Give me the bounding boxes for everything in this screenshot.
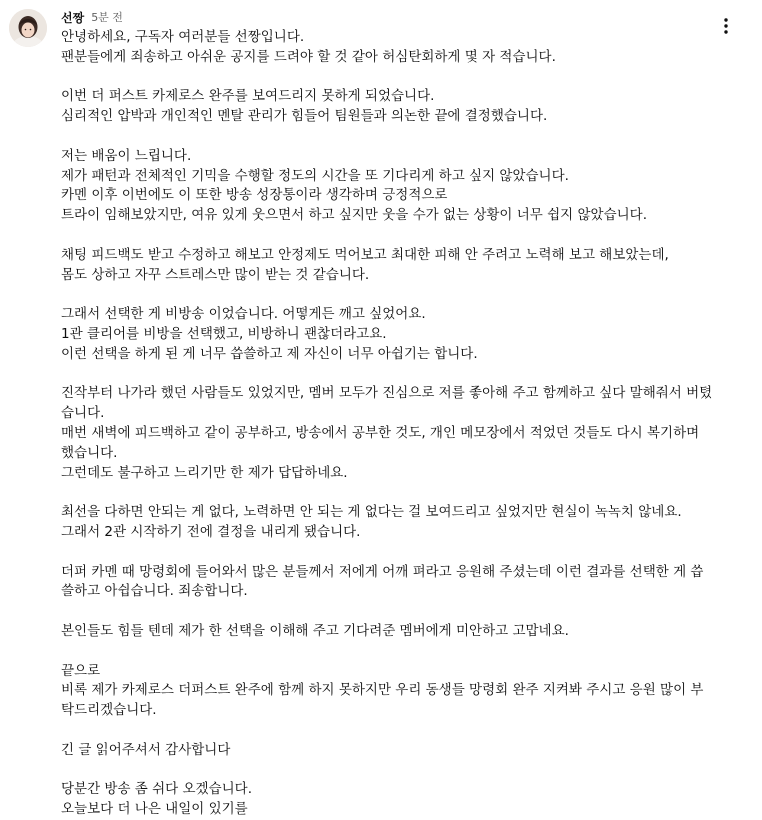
- text-line: 팬분들에게 죄송하고 아쉬운 공지를 드려야 할 것 같아 허심탄회하게 몇 자 적습니다.: [61, 48, 556, 65]
- text-line: 그래서 선택한 게 비방송 이었습니다. 어떻게든 깨고 싶었어요.: [61, 306, 426, 323]
- paragraph-gap: [61, 68, 711, 88]
- more-vert-icon: [724, 18, 728, 34]
- post-time[interactable]: 5분 전: [91, 11, 123, 24]
- text-line: 끝으로: [61, 662, 101, 679]
- text-line: 더퍼 카멘 때 망령회에 들어와서 많은 분들께서 저에게 어깨 펴라고 응원해 주셨는데 이런 결과를 선택한 게 씁: [61, 563, 704, 580]
- paragraph-gap: [61, 127, 711, 147]
- paragraph-gap: [61, 543, 711, 563]
- paragraph-gap: [61, 721, 711, 741]
- text-line: 제가 패턴과 전체적인 기믹을 수행할 정도의 시간을 또 기다리게 하고 싶지 않았습니다.: [61, 167, 569, 184]
- text-line: 쓸하고 아쉽습니다. 죄송합니다.: [61, 583, 248, 600]
- paragraph-gap: [61, 602, 711, 622]
- text-line: 본인들도 힘들 텐데 제가 한 선택을 이해해 주고 기다려준 멤버에게 미안하고 고맙네요.: [61, 622, 569, 639]
- paragraph-gap: [61, 642, 711, 662]
- text-line: 채팅 피드백도 받고 수정하고 해보고 안정제도 먹어보고 최대한 피해 안 주려고 노력해 보고 해보았는데,: [61, 246, 669, 263]
- text-line: 저는 배움이 느립니다.: [61, 147, 192, 164]
- author-name[interactable]: 선짱: [61, 10, 85, 25]
- text-line: 했습니다.: [61, 444, 118, 461]
- comment-text: [61, 28, 711, 820]
- text-line: 습니다.: [61, 405, 105, 422]
- text-line: 그래서 2관 시작하기 전에 결정을 내리게 됐습니다.: [61, 523, 361, 540]
- text-line: 당분간 방송 좀 쉬다 오겠습니다.: [61, 781, 252, 798]
- text-line: 1관 클리어를 비방을 선택했고, 비방하니 괜찮더라고요.: [61, 325, 387, 342]
- text-line: 긴 글 읽어주셔서 감사합니다: [61, 741, 231, 758]
- paragraph-gap: [61, 285, 711, 305]
- paragraph-gap: [61, 365, 711, 385]
- text-line: 심리적인 압박과 개인적인 멘탈 관리가 힘들어 팀원들과 의논한 끝에 결정했습니다.: [61, 108, 548, 125]
- paragraph-gap: [61, 226, 711, 246]
- text-line: 오늘보다 더 나은 내일이 있기를: [61, 801, 248, 818]
- text-line: 몸도 상하고 자꾸 스트레스만 많이 받는 것 같습니다.: [61, 266, 370, 283]
- comment-header: [61, 8, 123, 26]
- text-line: 매번 새벽에 피드백하고 같이 공부하고, 방송에서 공부한 것도, 개인 메모장에서 적었던 것들도 다시 복기하며: [61, 424, 700, 441]
- text-line: 탁드리겠습니다.: [61, 702, 157, 719]
- paragraph-gap: [61, 760, 711, 780]
- text-line: 이번 더 퍼스트 카제로스 완주를 보여드리지 못하게 되었습니다.: [61, 88, 435, 105]
- text-line: 그런데도 불구하고 느리기만 한 제가 답답하네요.: [61, 464, 348, 481]
- avatar-image: [9, 9, 47, 47]
- text-line: 이런 선택을 하게 된 게 너무 씁쓸하고 제 자신이 너무 아쉽기는 합니다.: [61, 345, 478, 362]
- text-line: 진작부터 나가라 했던 사람들도 있었지만, 멤버 모두가 진심으로 저를 좋아해 주고 함께하고 싶다 말해줘서 버텼: [61, 385, 713, 402]
- text-line: 비록 제가 카제로스 더퍼스트 완주에 함께 하지 못하지만 우리 동생들 망령회 완주 지켜봐 주시고 응원 많이 부: [61, 682, 704, 699]
- channel-avatar[interactable]: [9, 9, 47, 47]
- text-line: 트라이 임해보았지만, 여유 있게 웃으면서 하고 싶지만 웃을 수가 없는 상황이 너무 쉽지 않았습니다.: [61, 207, 648, 224]
- paragraph-gap: [61, 483, 711, 503]
- action-menu-button[interactable]: [712, 12, 740, 40]
- text-line: 최선을 다하면 안되는 게 없다, 노력하면 안 되는 게 없다는 걸 보여드리고 싶었지만 현실이 녹녹치 않네요.: [61, 504, 682, 521]
- text-line: 안녕하세요, 구독자 여러분들 선짱입니다.: [61, 29, 305, 45]
- text-line: 카멘 이후 이번에도 이 또한 방송 성장통이라 생각하며 긍정적으로: [61, 187, 448, 204]
